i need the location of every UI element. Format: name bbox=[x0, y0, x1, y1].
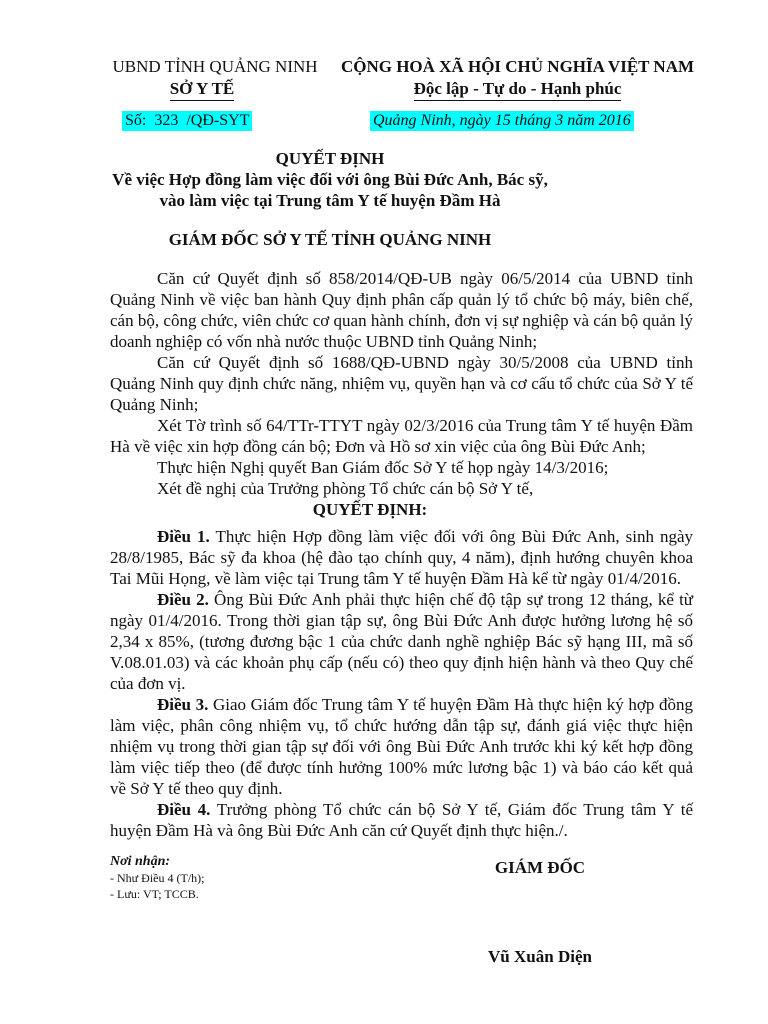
ground-paragraph: Căn cứ Quyết định số 1688/QĐ-UBND ngày 30/5/2008 của UBND tỉnh Quảng Ninh quy định chức năng, nhiệm vụ, quyền hạn và cơ cấu tổ chức của Sở Y tế Quảng Ninh; bbox=[110, 353, 693, 414]
article-3 bbox=[110, 694, 693, 799]
article-text: Trưởng phòng Tổ chức cán bộ Sở Y tế, Giám đốc Trung tâm Y tế huyện Đầm Hà và ông Bùi Đức Anh căn cứ Quyết định thực hiện./. bbox=[110, 800, 693, 840]
article-4 bbox=[110, 799, 693, 841]
national-heading-block bbox=[330, 56, 705, 101]
recipients-title: Nơi nhận: bbox=[110, 854, 171, 869]
title-line-3: vào làm việc tại Trung tâm Y tế huyện Đầm Hà bbox=[159, 191, 501, 210]
article-label: Điều 3. bbox=[157, 695, 209, 714]
recipients-block bbox=[110, 854, 370, 902]
national-motto: Độc lập - Tự do - Hạnh phúc bbox=[414, 78, 622, 101]
issuing-agency-block bbox=[100, 56, 330, 101]
ground-paragraph: Xét đề nghị của Trưởng phòng Tổ chức cán bộ Sở Y tế, bbox=[157, 479, 534, 498]
article-1 bbox=[110, 526, 693, 589]
place-and-date: Quảng Ninh, ngày 15 tháng 3 năm 2016 bbox=[370, 111, 634, 131]
department-name: SỞ Y TẾ bbox=[170, 78, 235, 101]
title-line-2: Về việc Hợp đồng làm việc đối với ông Bùi Đức Anh, Bác sỹ, bbox=[112, 170, 548, 189]
article-text: Thực hiện Hợp đồng làm việc đối với ông Bùi Đức Anh, sinh ngày 28/8/1985, Bác sỹ đa khoa (hệ đào tạo chính quy, 4 năm), định hướng chuyên khoa Tai Mũi Họng, về làm việc tại Trung tâm Y tế huyện Đầm Hà kể từ ngày 01/4/2016. bbox=[110, 527, 694, 588]
agency-name: UBND TỈNH QUẢNG NINH bbox=[112, 57, 318, 76]
articles bbox=[110, 526, 693, 841]
article-text: Ông Bùi Đức Anh phải thực hiện chế độ tập sự trong 12 tháng, kể từ ngày 01/4/2016. Trong thời gian tập sự, ông Bùi Đức Anh được hưởng lương hệ số 2,34 x 85%, (tương đương bậc 1 của chức danh nghề nghiệp Bác sỹ hạng III, mã số V.08.01.03) và các khoản phụ cấp (nếu có) theo quy định hiện hành và theo Quy chế của đơn vị. bbox=[110, 590, 694, 693]
signer-name: Vũ Xuân Diện bbox=[488, 947, 592, 966]
signer-title: GIÁM ĐỐC bbox=[494, 858, 586, 877]
article-text: Giao Giám đốc Trung tâm Y tế huyện Đầm Hà thực hiện ký hợp đồng làm việc, phân công nhiệm vụ, tổ chức hướng dẫn tập sự, đánh giá việc thực hiện nhiệm vụ trong thời gian tập sự đối với ông Bùi Đức Anh trước khi ký kết hợp đồng làm việc tiếp theo (để được tính hưởng 100% mức lương bậc 1) và báo cáo kết quả về Sở Y tế theo quy định. bbox=[110, 695, 694, 798]
ground-paragraph: Thực hiện Nghị quyết Ban Giám đốc Sở Y tế họp ngày 14/3/2016; bbox=[157, 458, 609, 477]
nation-name: CỘNG HOÀ XÃ HỘI CHỦ NGHĨA VIỆT NAM bbox=[340, 57, 695, 76]
document-title bbox=[110, 148, 550, 211]
article-2 bbox=[110, 589, 693, 694]
decision-heading: QUYẾT ĐỊNH: bbox=[312, 500, 428, 519]
recipient-item: - Lưu: VT; TCCB. bbox=[110, 887, 199, 901]
director-heading: GIÁM ĐỐC SỞ Y TẾ TỈNH QUẢNG NINH bbox=[168, 230, 492, 249]
legal-grounds bbox=[110, 268, 693, 499]
document-number: Số: 323 /QĐ-SYT bbox=[122, 111, 252, 131]
article-label: Điều 1. bbox=[157, 527, 210, 546]
title-line-1: QUYẾT ĐỊNH bbox=[275, 149, 385, 168]
article-label: Điều 4. bbox=[157, 800, 211, 819]
ground-paragraph: Xét Tờ trình số 64/TTr-TTYT ngày 02/3/2016 của Trung tâm Y tế huyện Đầm Hà về việc xin hợp đồng cán bộ; Đơn và Hồ sơ xin việc của ông Bùi Đức Anh; bbox=[110, 416, 693, 456]
article-label: Điều 2. bbox=[157, 590, 209, 609]
ground-paragraph: Căn cứ Quyết định số 858/2014/QĐ-UB ngày 06/5/2014 của UBND tỉnh Quảng Ninh về việc ban hành Quy định phân cấp quản lý tổ chức bộ máy, biên chế, cán bộ, công chức, viên chức cơ quan hành chính, đơn vị sự nghiệp và cán bộ quản lý doanh nghiệp có vốn nhà nước thuộc UBND tỉnh Quảng Ninh; bbox=[110, 269, 693, 351]
recipient-item: - Như Điều 4 (T/h); bbox=[110, 871, 205, 885]
